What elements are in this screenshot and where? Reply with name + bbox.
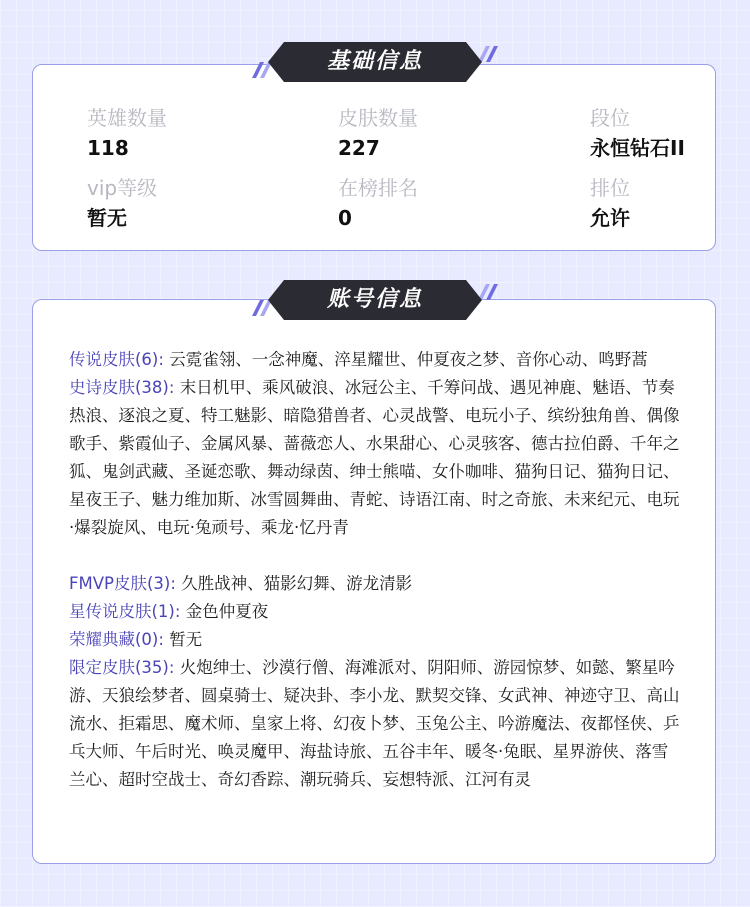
skin-category-label: 限定皮肤(35): <box>69 658 175 677</box>
hero-count-value: 118 <box>87 136 129 160</box>
account-info-title: 账号信息 <box>326 287 423 312</box>
skin-count-label: 皮肤数量 <box>338 106 418 130</box>
skin-category-line <box>69 598 684 626</box>
skin-category-items: 暂无 <box>169 630 203 649</box>
skin-category-line <box>69 654 684 794</box>
account-skin-list <box>69 346 684 794</box>
skin-category-items: 云霓雀翎、一念神魔、淬星耀世、仲夏夜之梦、音你心动、鸣野蒿 <box>169 350 648 369</box>
rank-tier-value: 永恒钻石II <box>590 136 685 160</box>
skin-category-items: 火炮绅士、沙漠行僧、海滩派对、阴阳师、游园惊梦、如懿、繁星吟游、天狼绘梦者、圆桌骑士、疑决卦、李小龙、默契交锋、女武神、神迹守卫、高山流水、拒霜思、魔术师、皇家上将、幻夜卜梦、玉兔公主、吟游魔法、夜都怪侠、乒乓大师、午后时光、唤灵魔甲、海盐诗旅、五谷丰年、暖冬·兔眠、星界游侠、落雪兰心、超时空战士、奇幻香踪、潮玩骑兵、妄想特派、江河有灵 <box>69 658 680 789</box>
ranked-allowed-label: 排位 <box>590 176 630 200</box>
skin-category-items: 金色仲夏夜 <box>185 602 269 621</box>
skin-category-line <box>69 346 684 374</box>
account-info-banner <box>250 280 500 320</box>
rank-tier-cell <box>590 105 685 161</box>
leaderboard-rank-label: 在榜排名 <box>338 176 418 200</box>
vip-level-value: 暂无 <box>87 206 127 230</box>
skin-count-value: 227 <box>338 136 380 160</box>
hero-count-label: 英雄数量 <box>87 106 167 130</box>
skin-category-line <box>69 570 684 598</box>
leaderboard-rank-cell <box>338 175 418 231</box>
basic-info-title: 基础信息 <box>326 49 423 74</box>
skin-category-label: 传说皮肤(6): <box>69 350 164 369</box>
ranked-allowed-value: 允许 <box>590 206 630 230</box>
basic-info-panel <box>32 64 716 251</box>
skin-category-line <box>69 374 684 542</box>
skin-category-items: 久胜战神、猫影幻舞、游龙清影 <box>181 574 413 593</box>
skin-category-items: 末日机甲、乘风破浪、冰冠公主、千筹问战、遇见神鹿、魅语、节奏热浪、逐浪之夏、特工魅影、暗隐猎兽者、心灵战警、电玩小子、缤纷独角兽、偶像歌手、紫霞仙子、金属风暴、蔷薇恋人、水果甜心、心灵骇客、德古拉伯爵、千年之狐、鬼剑武藏、圣诞恋歌、舞动绿茵、绅士熊喵、女仆咖啡、猫狗日记、猫狗日记、星夜王子、魅力维加斯、冰雪圆舞曲、青蛇、诗语江南、时之奇旅、未来纪元、电玩·爆裂旋风、电玩·兔顽号、乘龙·忆丹青 <box>69 378 680 537</box>
vip-level-cell <box>87 175 157 231</box>
account-info-panel <box>32 299 716 864</box>
skin-count-cell <box>338 105 418 161</box>
leaderboard-rank-value: 0 <box>338 206 352 230</box>
skin-category-label: FMVP皮肤(3): <box>69 574 176 593</box>
basic-info-banner <box>250 42 500 82</box>
hero-count-cell <box>87 105 167 161</box>
vip-level-label: vip等级 <box>87 176 158 200</box>
skin-category-label: 星传说皮肤(1): <box>69 602 181 621</box>
section-spacer <box>69 542 684 570</box>
ranked-allowed-cell <box>590 175 630 231</box>
rank-tier-label: 段位 <box>590 106 630 130</box>
skin-category-label: 史诗皮肤(38): <box>69 378 175 397</box>
skin-category-label: 荣耀典藏(0): <box>69 630 164 649</box>
skin-category-line <box>69 626 684 654</box>
